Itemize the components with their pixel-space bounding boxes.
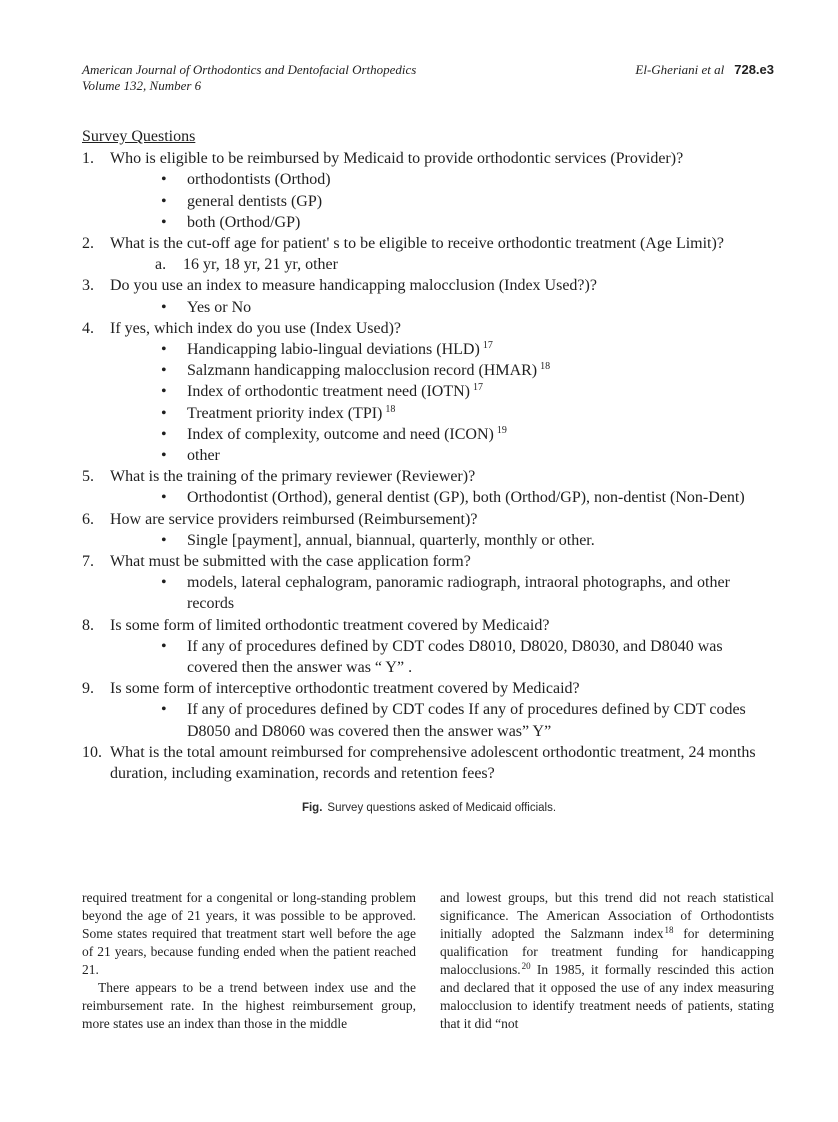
answer-option bbox=[161, 572, 776, 614]
answer-option bbox=[161, 530, 776, 551]
question-text: Who is eligible to be reimbursed by Medicaid to provide orthodontic services (Provider)? bbox=[110, 150, 684, 168]
question-body bbox=[110, 275, 776, 317]
journal-volume: Volume 132, Number 6 bbox=[82, 78, 202, 93]
bullet-icon: • bbox=[161, 362, 167, 380]
journal-title: American Journal of Orthodontics and Dentofacial Orthopedics bbox=[82, 62, 417, 77]
body-column-left bbox=[82, 889, 416, 1033]
option-text: Salzmann handicapping malocclusion record (HMAR) $^{18}$ bbox=[187, 361, 551, 380]
answer-option bbox=[161, 212, 776, 233]
reference-superscript: 18 bbox=[540, 361, 551, 373]
option-text: both (Orthod/GP) bbox=[187, 213, 301, 231]
figure-caption-label: Fig. bbox=[301, 802, 323, 815]
reference-superscript: 17 bbox=[482, 340, 493, 352]
bullet-icon: • bbox=[161, 404, 167, 422]
question-body bbox=[110, 509, 776, 551]
question-number: 8. bbox=[82, 616, 94, 634]
reference-superscript: 18 bbox=[385, 403, 396, 415]
question-number: 2. bbox=[82, 235, 94, 253]
question-number: 6. bbox=[82, 510, 94, 528]
question-body bbox=[110, 678, 776, 742]
option-text: other bbox=[187, 447, 220, 465]
option-text: Treatment priority index (TPI) $^{18}$ bbox=[187, 403, 396, 422]
page-number: 728.e3 bbox=[734, 62, 774, 77]
bullet-icon: • bbox=[161, 425, 167, 443]
answer-option bbox=[161, 360, 776, 381]
question-number: 9. bbox=[82, 680, 94, 698]
question-text: Is some form of limited orthodontic treatment covered by Medicaid? bbox=[110, 616, 550, 634]
figure-caption-text: Survey questions asked of Medicaid officials. bbox=[327, 802, 557, 815]
survey-question bbox=[82, 318, 776, 466]
option-text: Orthodontist (Orthod), general dentist (GP), both (Orthod/GP), non-dentist (Non-Dent) bbox=[187, 489, 745, 507]
answer-option bbox=[161, 424, 776, 445]
option-text: models, lateral cephalogram, panoramic radiograph, intraoral photographs, and other records bbox=[187, 574, 730, 613]
question-number: 5. bbox=[82, 468, 94, 486]
option-text: orthodontists (Orthod) bbox=[187, 171, 331, 189]
option-text: general dentists (GP) bbox=[187, 192, 323, 210]
reference-superscript: 20 bbox=[521, 961, 531, 971]
question-number: 10. bbox=[82, 743, 102, 761]
survey-question bbox=[82, 742, 776, 784]
bullet-icon: • bbox=[161, 489, 167, 507]
option-text: Yes or No bbox=[187, 298, 252, 316]
answer-option bbox=[161, 699, 776, 741]
bullet-icon: • bbox=[161, 383, 167, 401]
answer-option bbox=[161, 297, 776, 318]
bullet-icon: • bbox=[161, 574, 167, 592]
survey-question bbox=[82, 509, 776, 551]
bullet-icon: • bbox=[161, 341, 167, 359]
bullet-icon: • bbox=[161, 298, 167, 316]
bullet-icon: • bbox=[161, 531, 167, 549]
question-text: Is some form of interceptive orthodontic treatment covered by Medicaid? bbox=[110, 680, 580, 698]
answer-option bbox=[161, 169, 776, 190]
survey-question bbox=[82, 551, 776, 615]
body-text bbox=[82, 889, 774, 1033]
option-text: If any of procedures defined by CDT codes If any of procedures defined by CDT codes D8050 and D8060 was covered then the answer was” Y” bbox=[187, 701, 746, 740]
question-body bbox=[110, 466, 776, 508]
body-column-right bbox=[440, 889, 774, 1033]
question-text: What must be submitted with the case application form? bbox=[110, 553, 471, 571]
survey-question bbox=[82, 148, 776, 233]
figure-caption bbox=[82, 801, 776, 816]
question-text: What is the training of the primary reviewer (Reviewer)? bbox=[110, 468, 476, 486]
answer-option bbox=[155, 254, 776, 275]
running-authors: El-Gheriani et al bbox=[635, 62, 725, 77]
body-paragraph: There appears to be a trend between index use and the reimbursement rate. In the highest reimbursement group, more states use an index than those in the middle bbox=[82, 980, 416, 1031]
reference-superscript: 18 bbox=[664, 925, 674, 935]
answer-option bbox=[161, 403, 776, 424]
reference-superscript: 17 bbox=[473, 382, 484, 394]
question-body bbox=[110, 148, 776, 233]
option-text: Handicapping labio-lingual deviations (HLD) $^{17}$ bbox=[187, 340, 493, 359]
question-text: Do you use an index to measure handicapping malocclusion (Index Used?)? bbox=[110, 277, 597, 295]
survey-figure bbox=[82, 126, 776, 816]
bullet-icon: • bbox=[161, 701, 167, 719]
survey-question bbox=[82, 678, 776, 742]
page-header bbox=[82, 62, 774, 94]
option-letter: a. bbox=[155, 256, 167, 274]
option-text: Single [payment], annual, biannual, quarterly, monthly or other. bbox=[187, 531, 595, 549]
question-text: What is the total amount reimbursed for comprehensive adolescent orthodontic treatment, 24 months duration, including examination, records and retention fees? bbox=[110, 743, 756, 783]
question-text: If yes, which index do you use (Index Used)? bbox=[110, 319, 402, 337]
reference-superscript: 19 bbox=[496, 424, 507, 436]
bullet-icon: • bbox=[161, 192, 167, 210]
body-paragraph: required treatment for a congenital or long-standing problem beyond the age of 21 years, it was possible to be approved. Some states required that treatment start well before the age of 21 years, because funding ended when the patient reached 21. bbox=[82, 890, 416, 977]
question-number: 7. bbox=[82, 553, 94, 571]
bullet-icon: • bbox=[161, 213, 167, 231]
question-body bbox=[110, 551, 776, 615]
journal-info bbox=[82, 62, 416, 94]
body-paragraph: and lowest groups, but this trend did not reach statistical significance. The American Association of Orthodontists initially adopted the Salzmann index$^{18}$ for determining qualification for treatment funding for handicapping malocclusions.$^{20}$ In 1985, it formally rescinded this action and declared that it opposed the use of any index measuring malocclusion to identify treatment needs of patients, stating that it did “not bbox=[440, 890, 774, 1031]
option-text: If any of procedures defined by CDT codes D8010, D8020, D8030, and D8040 was covered then the answer was “ Y” . bbox=[187, 637, 723, 677]
question-body bbox=[110, 742, 776, 784]
answer-option bbox=[161, 636, 776, 678]
answer-option bbox=[161, 445, 776, 466]
question-body bbox=[110, 615, 776, 679]
option-text: Index of orthodontic treatment need (IOTN) $^{17}$ bbox=[187, 382, 484, 401]
question-body bbox=[110, 233, 776, 275]
survey-questions-list bbox=[82, 148, 776, 784]
answer-option bbox=[161, 339, 776, 360]
figure-heading: Survey Questions bbox=[82, 128, 196, 145]
question-text: How are service providers reimbursed (Reimbursement)? bbox=[110, 510, 478, 528]
bullet-icon: • bbox=[161, 171, 167, 189]
option-text: 16 yr, 18 yr, 21 yr, other bbox=[183, 256, 338, 274]
survey-question bbox=[82, 275, 776, 317]
survey-question bbox=[82, 233, 776, 275]
question-number: 1. bbox=[82, 150, 94, 168]
option-text: Index of complexity, outcome and need (ICON) $^{19}$ bbox=[187, 424, 507, 443]
running-head-right bbox=[635, 62, 774, 78]
question-number: 4. bbox=[82, 319, 94, 337]
answer-option bbox=[161, 487, 776, 508]
survey-question bbox=[82, 466, 776, 508]
answer-option bbox=[161, 381, 776, 402]
survey-question bbox=[82, 615, 776, 679]
question-text: What is the cut-off age for patient' s to be eligible to receive orthodontic treatment (Age Limit)? bbox=[110, 235, 724, 253]
bullet-icon: • bbox=[161, 447, 167, 465]
bullet-icon: • bbox=[161, 637, 167, 655]
question-body bbox=[110, 318, 776, 466]
question-number: 3. bbox=[82, 277, 94, 295]
answer-option bbox=[161, 191, 776, 212]
